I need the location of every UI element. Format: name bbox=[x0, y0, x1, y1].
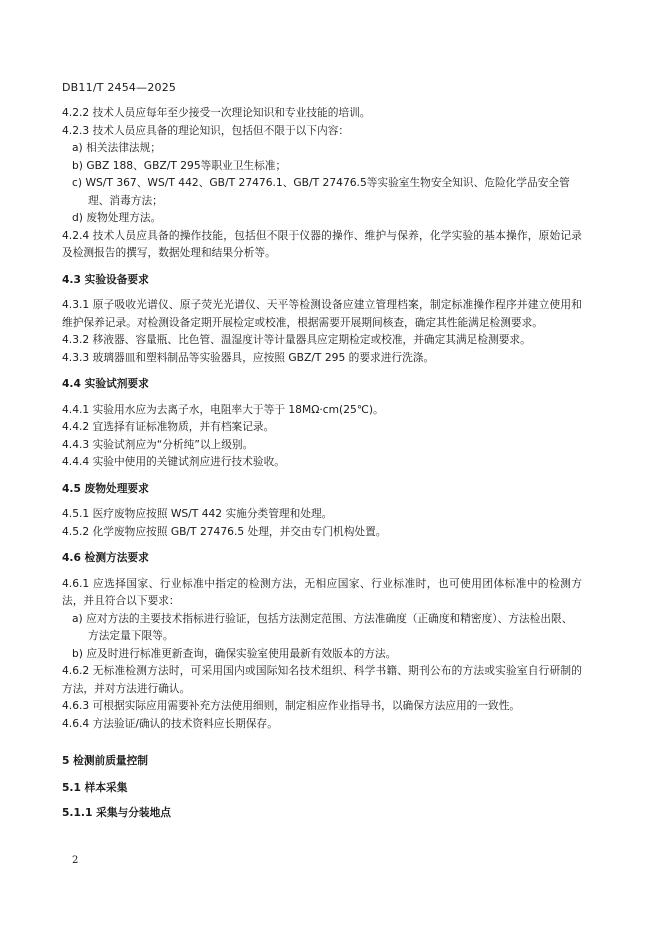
clause-number: 4.3.2 bbox=[62, 333, 90, 346]
section-heading-4-3: 4.3 实验设备要求 bbox=[62, 272, 149, 286]
page-number: 2 bbox=[72, 855, 79, 866]
clause-4-2-4 bbox=[62, 227, 582, 262]
clause-text: 玻璃器皿和塑料制品等实验器具，应按照 GBZ/T 295 的要求进行洗涤。 bbox=[92, 350, 435, 364]
clause-4-4-4 bbox=[62, 453, 582, 471]
list-text: WS/T 367、WS/T 442、GB/T 27476.1、GB/T 27476.5等实验室生物安全知识、危险化学品安全管理、消毒方法； bbox=[85, 176, 570, 207]
clause-4-2-3 bbox=[62, 122, 582, 140]
clause-4-6-2 bbox=[62, 662, 582, 697]
clause-4-2-2 bbox=[62, 104, 582, 122]
clause-4-4-3 bbox=[62, 436, 582, 454]
clause-number: 4.3.1 bbox=[62, 298, 90, 311]
clause-number: 4.6.4 bbox=[62, 716, 90, 730]
clause-text: 宜选择有证标准物质，并有档案记录。 bbox=[92, 420, 275, 433]
clause-number: 4.4.3 bbox=[62, 437, 90, 451]
list-text: 应及时进行标准更新查询，确保实验室使用最新有效版本的方法。 bbox=[86, 646, 397, 660]
clause-text: 方法验证/确认的技术资料应长期保存。 bbox=[92, 716, 278, 730]
clause-number: 4.4.4 bbox=[62, 455, 90, 468]
clause-text: 移液器、容量瓶、比色管、温湿度计等计量器具应定期检定或校准，并确定其满足检测要求。 bbox=[92, 333, 531, 346]
list-item bbox=[62, 645, 582, 663]
clause-4-5-2 bbox=[62, 523, 582, 541]
clause-text: 原子吸收光谱仪、原子荧光光谱仪、天平等检测设备应建立管理档案，制定标准操作程序并建立使用和维护保养记录。对检测设备定期开展检定或校准，根据需要开展期间核查，确定其性能满足检测要求。 bbox=[62, 298, 582, 329]
clause-text: 可根据实际应用需要补充方法使用细则，制定相应作业指导书，以确保方法应用的一致性。 bbox=[92, 699, 521, 712]
clause-number: 4.6.3 bbox=[62, 699, 90, 712]
clause-4-3-3 bbox=[62, 349, 582, 367]
clause-number: 4.4.1 bbox=[62, 402, 90, 416]
section-heading-4-6: 4.6 检测方法要求 bbox=[62, 551, 149, 564]
subsection-heading-5-1-1: 5.1.1 采集与分装地点 bbox=[62, 806, 171, 819]
clause-text: 技术人员应具备的理论知识，包括但不限于以下内容： bbox=[92, 123, 350, 137]
clause-4-6-4 bbox=[62, 715, 582, 733]
list-text: 废物处理方法。 bbox=[86, 211, 162, 224]
clause-number: 4.3.3 bbox=[62, 350, 90, 364]
clause-text: 实验试剂应为“分析纯”以上级别。 bbox=[92, 437, 254, 451]
clause-text: 应选择国家、行业标准中指定的检测方法，无相应国家、行业标准时，也可使用团体标准中的检测方法，并且符合以下要求： bbox=[62, 576, 582, 607]
list-text: GBZ 188、GBZ/T 295等职业卫生标准； bbox=[86, 158, 287, 172]
list-item bbox=[62, 139, 582, 157]
clause-text: 医疗废物应按照 WS/T 442 实施分类管理和处理。 bbox=[92, 507, 333, 520]
list-label: b) bbox=[72, 646, 83, 660]
chapter-heading-5: 5 检测前质量控制 bbox=[62, 754, 148, 767]
list-label: d) bbox=[72, 211, 83, 224]
clause-text: 技术人员应具备的操作技能，包括但不限于仪器的操作、维护与保养，化学实验的基本操作，原始记录及检测报告的撰写，数据处理和结果分析等。 bbox=[62, 228, 582, 259]
list-item bbox=[62, 209, 582, 227]
section-heading-4-4: 4.4 实验试剂要求 bbox=[62, 377, 149, 390]
clause-text: 无标准检测方法时，可采用国内或国际知名技术组织、科学书籍、期刊公布的方法或实验室自行研制的方法，并对方法进行确认。 bbox=[62, 664, 582, 695]
list-item bbox=[62, 157, 582, 175]
clause-4-4-1 bbox=[62, 401, 582, 419]
clause-4-6-3 bbox=[62, 697, 582, 715]
clause-text: 实验用水应为去离子水，电阻率大于等于 18MΩ·cm(25℃)。 bbox=[92, 402, 384, 416]
clause-number: 4.2.3 bbox=[62, 123, 90, 137]
clause-4-4-2 bbox=[62, 418, 582, 436]
section-heading-5-1: 5.1 样本采集 bbox=[62, 780, 128, 794]
clause-4-6-1 bbox=[62, 575, 582, 610]
document-code: DB11/T 2454—2025 bbox=[62, 81, 177, 94]
clause-number: 4.2.2 bbox=[62, 106, 90, 119]
clause-number: 4.6.1 bbox=[62, 576, 90, 590]
clause-text: 技术人员应每年至少接受一次理论知识和专业技能的培训。 bbox=[92, 106, 371, 119]
document-body bbox=[62, 104, 582, 822]
list-item bbox=[62, 610, 582, 645]
clause-4-3-2 bbox=[62, 331, 582, 349]
clause-text: 实验中使用的关键试剂应进行技术验收。 bbox=[92, 455, 285, 468]
clause-number: 4.2.4 bbox=[62, 228, 90, 242]
section-heading-4-5: 4.5 废物处理要求 bbox=[62, 481, 149, 495]
list-label: a) bbox=[72, 611, 83, 625]
clause-number: 4.4.2 bbox=[62, 420, 90, 433]
list-item bbox=[62, 174, 582, 209]
clause-4-3-1 bbox=[62, 296, 582, 331]
list-label: c) bbox=[72, 176, 83, 189]
list-text: 应对方法的主要技术指标进行验证，包括方法测定范围、方法准确度（正确度和精密度）、方法检出限、方法定量下限等。 bbox=[86, 611, 573, 642]
clause-number: 4.5.1 bbox=[62, 507, 90, 520]
list-label: a) bbox=[72, 141, 83, 154]
clause-text: 化学废物应按照 GB/T 27476.5 处理，并交由专门机构处置。 bbox=[92, 524, 387, 538]
clause-4-5-1 bbox=[62, 505, 582, 523]
clause-number: 4.5.2 bbox=[62, 524, 90, 538]
clause-number: 4.6.2 bbox=[62, 664, 90, 677]
list-label: b) bbox=[72, 158, 83, 172]
list-text: 相关法律法规； bbox=[86, 141, 161, 154]
